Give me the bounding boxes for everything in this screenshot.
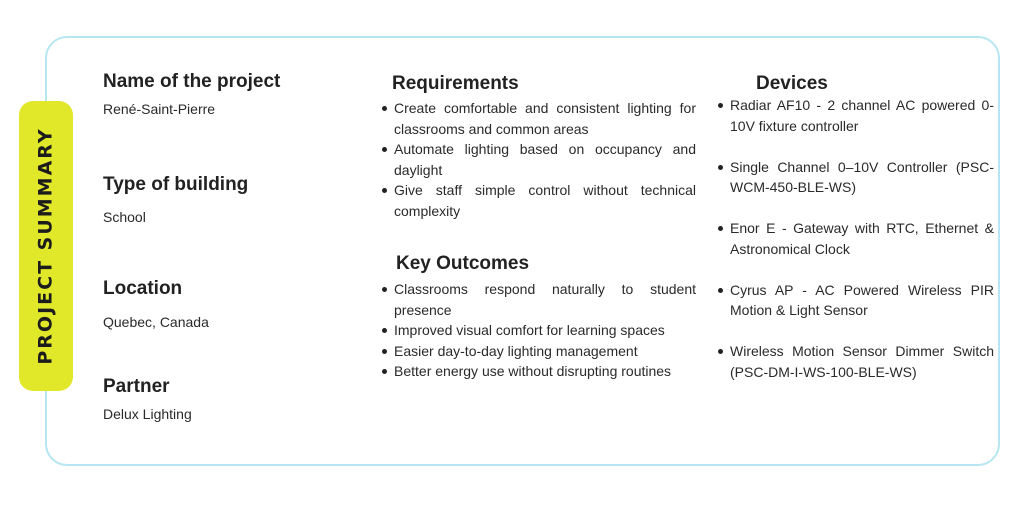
outcome-item: Improved visual comfort for learning spaces (380, 320, 696, 341)
key-outcomes-heading: Key Outcomes (396, 253, 530, 274)
device-item: Radiar AF10 - 2 channel AC powered 0-10V fixture controller (716, 95, 994, 136)
key-outcomes-list (380, 279, 696, 382)
location-value: Quebec, Canada (103, 314, 209, 330)
partner-value: Delux Lighting (103, 406, 192, 422)
outcome-item: Better energy use without disrupting routines (380, 361, 696, 382)
outcome-item: Classrooms respond naturally to student presence (380, 279, 696, 320)
device-item: Single Channel 0–10V Controller (PSC-WCM-450-BLE-WS) (716, 157, 994, 198)
devices-list (716, 95, 994, 403)
building-type-heading: Type of building (103, 174, 249, 195)
requirements-heading: Requirements (392, 73, 519, 94)
device-item: Enor E - Gateway with RTC, Ethernet & Astronomical Clock (716, 218, 994, 259)
outcome-item: Easier day-to-day lighting management (380, 341, 696, 362)
requirement-item: Create comfortable and consistent lighting for classrooms and common areas (380, 98, 696, 139)
project-name-heading: Name of the project (103, 71, 281, 92)
project-summary-tab (19, 101, 73, 391)
requirement-item: Give staff simple control without technical complexity (380, 180, 696, 221)
project-summary-tab-label: PROJECT SUMMARY (35, 127, 58, 365)
requirements-list (380, 98, 696, 221)
building-type-value: School (103, 209, 146, 225)
project-name-value: René-Saint-Pierre (103, 101, 216, 117)
devices-heading: Devices (756, 73, 828, 94)
device-item: Wireless Motion Sensor Dimmer Switch (PSC-DM-I-WS-100-BLE-WS) (716, 341, 994, 382)
partner-heading: Partner (103, 376, 170, 397)
requirement-item: Automate lighting based on occupancy and daylight (380, 139, 696, 180)
device-item: Cyrus AP - AC Powered Wireless PIR Motion & Light Sensor (716, 280, 994, 321)
location-heading: Location (103, 278, 183, 299)
